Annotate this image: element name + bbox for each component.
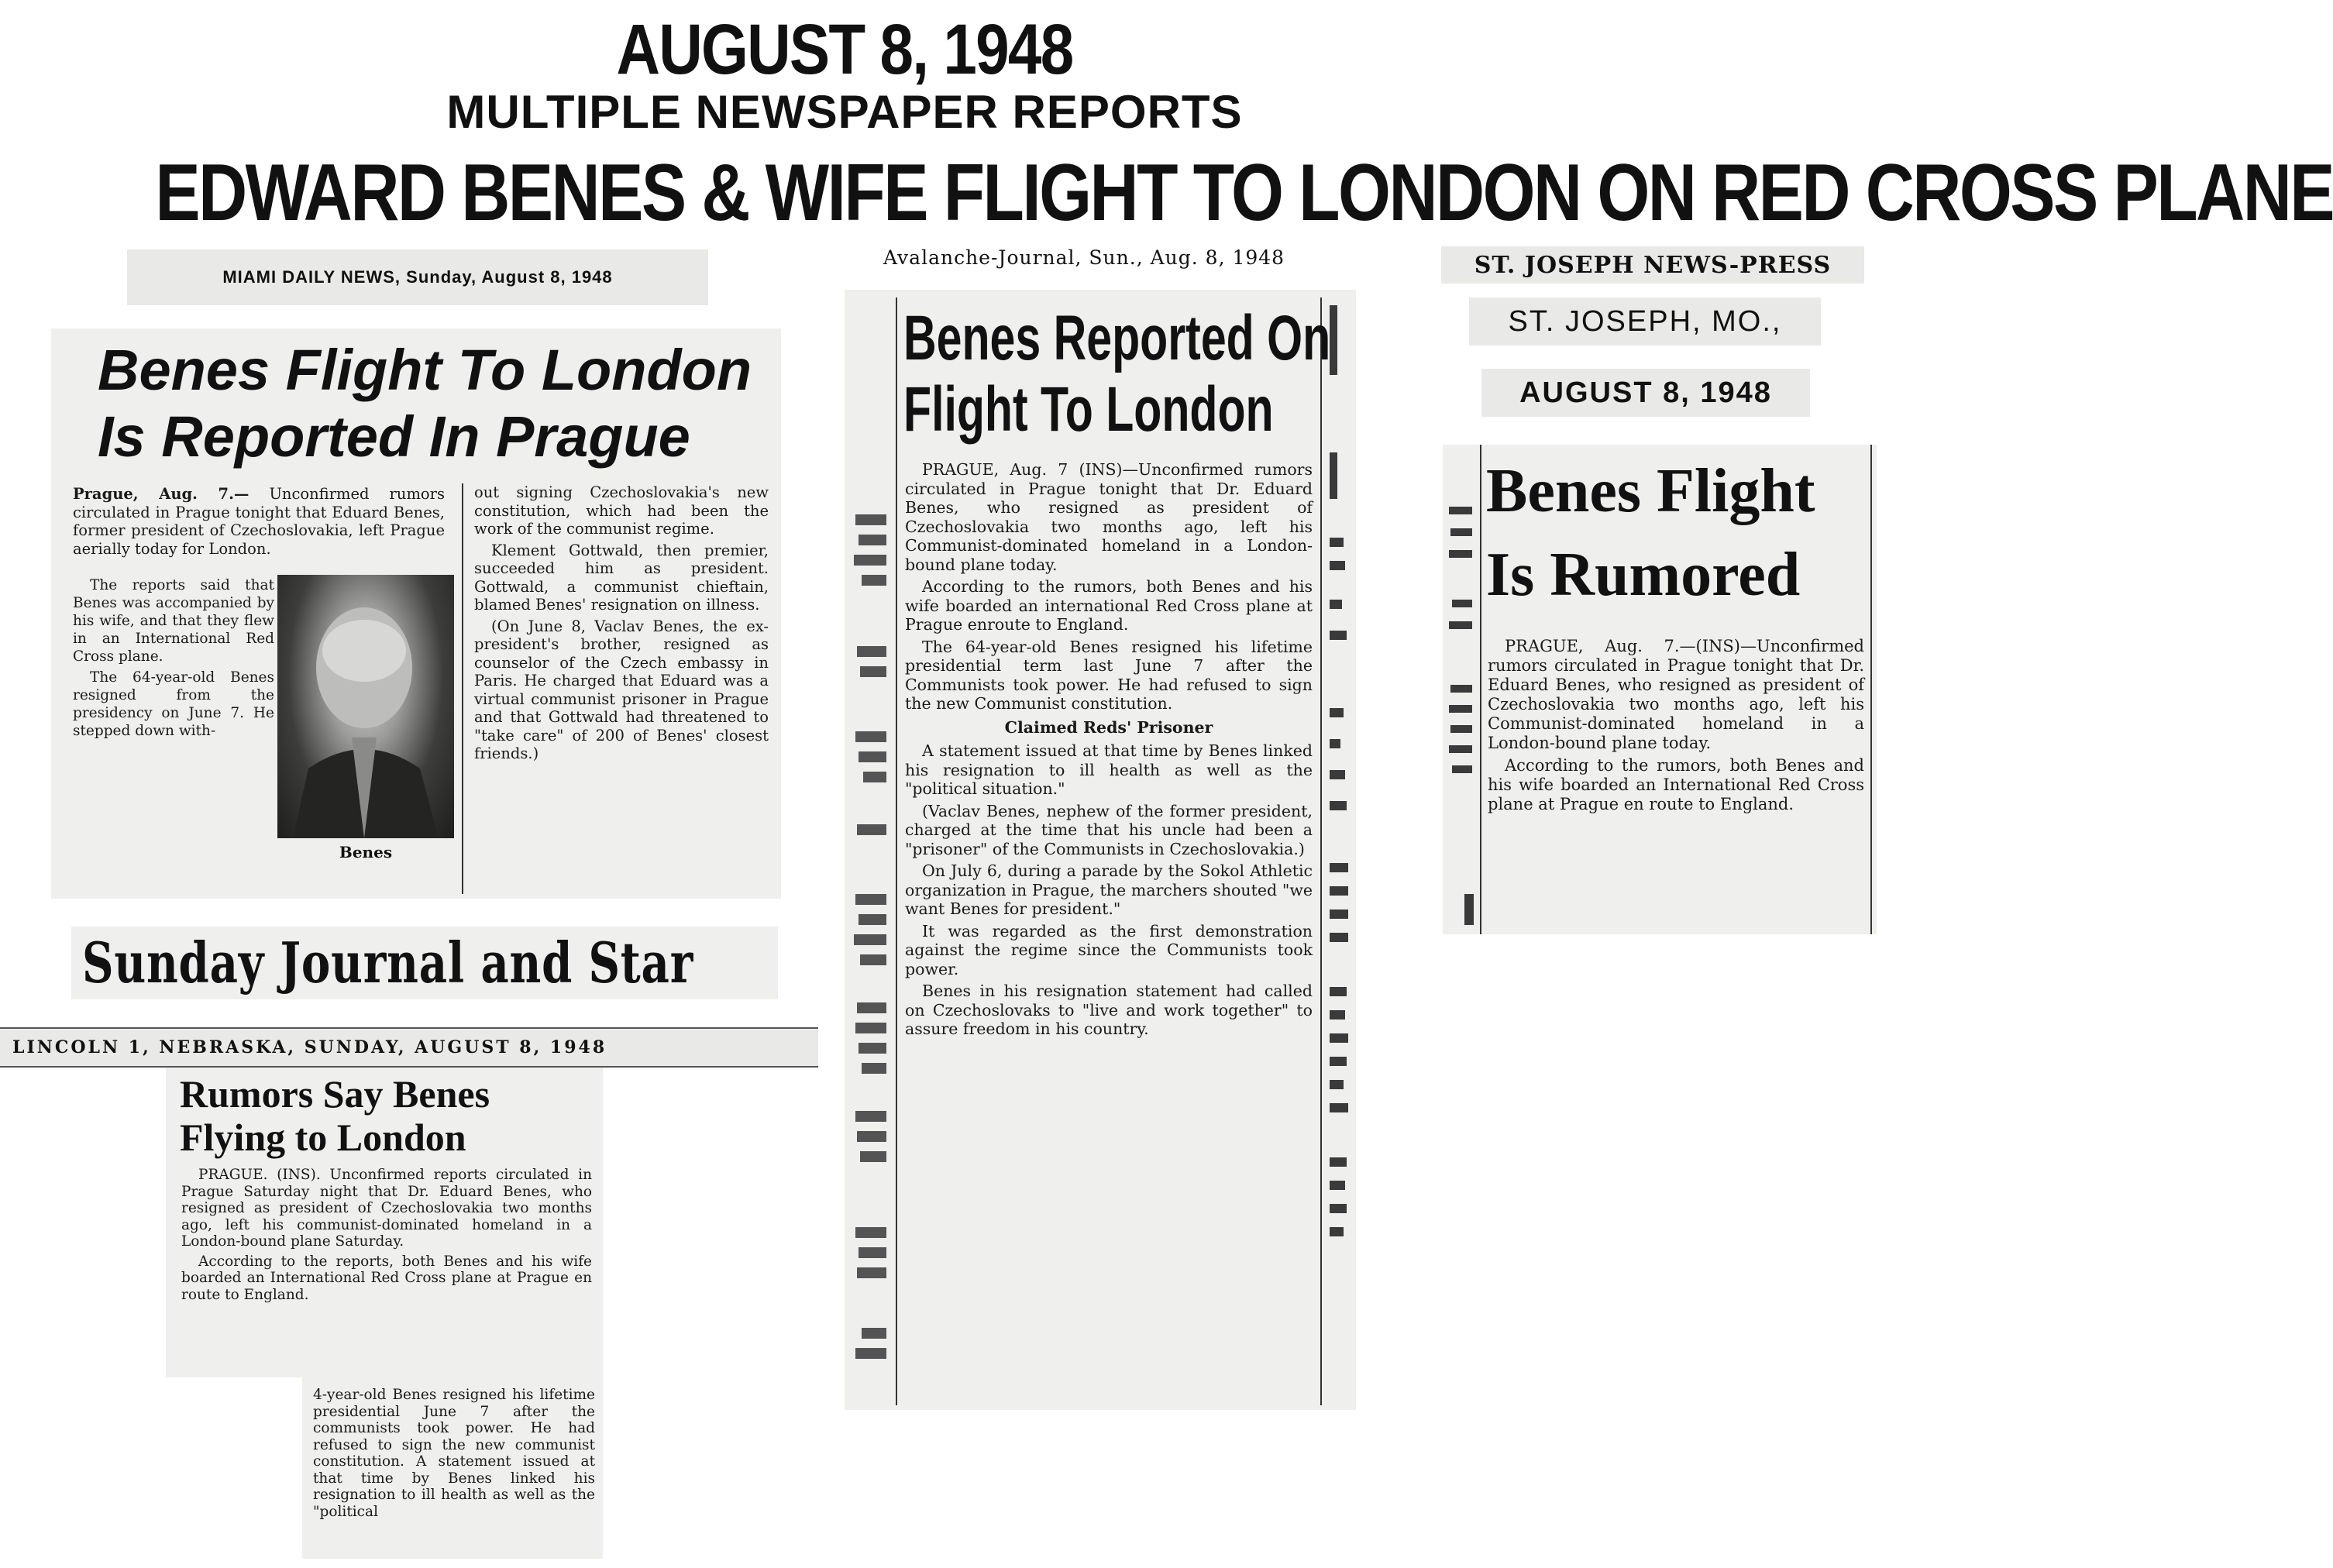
avalanche-paragraph-5: (Vaclav Benes, nephew of the former president, charged at the time that his uncle had been a "prisoner" of the Communists in Czechoslovakia.) bbox=[905, 801, 1313, 858]
lincoln-paragraph-3: 4-year-old Benes resigned his lifetime presidential June 7 after the communists took power. He had refused to sign the new communist constitution. A statement issued at that time by Benes linked his resignation to ill health as well as the "political bbox=[313, 1387, 595, 1520]
lincoln-nameplate: Sunday Journal and Star bbox=[82, 930, 694, 995]
stjoseph-left-fragment bbox=[1443, 445, 1477, 934]
avalanche-left-rule bbox=[896, 297, 897, 1405]
poster-main-title: EDWARD BENES & WIFE FLIGHT TO LONDON ON RED CROSS PLANE bbox=[155, 148, 2333, 238]
avalanche-masthead: Avalanche-Journal, Sun., Aug. 8, 1948 bbox=[883, 246, 1285, 269]
stjoseph-masthead-strip bbox=[1441, 246, 1864, 284]
miami-column-2 bbox=[474, 483, 769, 766]
stjoseph-masthead: ST. JOSEPH NEWS-PRESS bbox=[1474, 251, 1832, 279]
cutoff-text-texture bbox=[848, 507, 891, 1398]
poster-subtitle: MULTIPLE NEWSPAPER REPORTS bbox=[446, 86, 1243, 138]
miami-paragraph-3: The 64-year-old Benes resigned from the presidency on June 7. He stepped down with- bbox=[73, 669, 274, 739]
portrait-silhouette-icon bbox=[277, 575, 454, 838]
lincoln-dateline-bar bbox=[0, 1027, 818, 1068]
poster-date-title: AUGUST 8, 1948 bbox=[616, 10, 1073, 89]
stjoseph-headline-line1: Benes Flight bbox=[1486, 457, 1815, 525]
miami-column-rule bbox=[462, 483, 463, 894]
avalanche-subhead: Claimed Reds' Prisoner bbox=[1004, 717, 1213, 737]
lincoln-headline-line1: Rumors Say Benes bbox=[180, 1072, 490, 1116]
avalanche-headline-line2: Flight To London bbox=[903, 374, 1274, 445]
miami-headline-line1: Benes Flight To London bbox=[98, 338, 752, 402]
avalanche-paragraph-1: PRAGUE, Aug. 7 (INS)—Unconfirmed rumors circulated in Prague tonight that Dr. Eduard Benes, who resigned as president of Czechoslovakia two months ago, left his Communist-dominated homeland in a London-bound plane today. bbox=[905, 460, 1313, 574]
miami-dateline: Prague, Aug. 7.— bbox=[73, 485, 249, 503]
avalanche-right-fragment bbox=[1325, 305, 1353, 1398]
miami-paragraph-2: The reports said that Benes was accompanied by his wife, and that they flew in an International Red Cross plane. bbox=[73, 577, 274, 665]
benes-portrait-photo bbox=[277, 575, 454, 838]
stjoseph-clipping bbox=[1443, 445, 1877, 934]
avalanche-left-fragment bbox=[848, 507, 891, 1398]
avalanche-right-rule bbox=[1320, 297, 1322, 1405]
miami-headline-line2: Is Reported In Prague bbox=[98, 404, 690, 469]
avalanche-paragraph-6: On July 6, during a parade by the Sokol Athletic organization in Prague, the marchers shouted "we want Benes for president." bbox=[905, 861, 1313, 918]
avalanche-headline-line1: Benes Reported On bbox=[903, 303, 1331, 373]
avalanche-paragraph-3: The 64-year-old Benes resigned his lifetime presidential term last June 7 after the Communists took power. He had refused to sign the new Communist constitution. bbox=[905, 637, 1313, 713]
lincoln-nameplate-strip bbox=[71, 927, 778, 999]
avalanche-paragraph-4: A statement issued at that time by Benes linked his resignation to ill health as well as the "political situation." bbox=[905, 741, 1313, 798]
lincoln-paragraph-2: According to the reports, both Benes and his wife boarded an International Red Cross plane at Prague en route to England. bbox=[181, 1253, 592, 1303]
miami-column-1 bbox=[73, 485, 445, 561]
miami-paragraph-5: Klement Gottwald, then premier, succeeded him as president. Gottwald, a communist chieftain, blamed Benes' resignation on illness. bbox=[474, 541, 769, 614]
lincoln-body-bottom bbox=[313, 1387, 595, 1523]
stjoseph-left-rule bbox=[1480, 445, 1481, 934]
miami-photo-caption: Benes bbox=[339, 843, 393, 861]
miami-paragraph-6: (On June 8, Vaclav Benes, the ex-president's brother, resigned as counselor of the Czech embassy in Paris. He charged that Eduard was a virtual communist prisoner in Prague and that Gottwald had threatened to "take care" of 200 of Benes' closest friends.) bbox=[474, 617, 769, 762]
stjoseph-paragraph-2: According to the rumors, both Benes and his wife boarded an International Red Cross plane at Prague en route to England. bbox=[1488, 756, 1864, 813]
avalanche-body bbox=[905, 460, 1313, 1042]
lincoln-dateline: LINCOLN 1, NEBRASKA, SUNDAY, AUGUST 8, 1948 bbox=[12, 1037, 607, 1057]
cutoff-text-texture bbox=[1443, 445, 1477, 934]
lincoln-paragraph-1: PRAGUE. (INS). Unconfirmed reports circulated in Prague Saturday night that Dr. Eduard Benes, who resigned as president of Czechoslovakia two months ago, left his communist-dominated homeland in a London-bound plane Saturday. bbox=[181, 1167, 592, 1250]
miami-paragraph-1: Unconfirmed rumors circulated in Prague tonight that Eduard Benes, former president of Czechoslovakia, left Prague aerially today for London. bbox=[73, 485, 445, 558]
cutoff-text-texture bbox=[1325, 305, 1353, 1398]
stjoseph-paragraph-1: PRAGUE, Aug. 7.—(INS)—Unconfirmed rumors circulated in Prague tonight that Dr. Eduard Benes, who resigned as president of Czechoslovakia two months ago, left his Communist-dominated homeland in a London-bound plane today. bbox=[1488, 637, 1864, 752]
avalanche-paragraph-2: According to the rumors, both Benes and his wife boarded an international Red Cross plane at Prague enroute to England. bbox=[905, 577, 1313, 634]
lincoln-headline-line2: Flying to London bbox=[180, 1116, 466, 1159]
stjoseph-right-rule bbox=[1870, 445, 1872, 934]
miami-column-1b bbox=[73, 576, 274, 743]
stjoseph-city: ST. JOSEPH, MO., bbox=[1469, 297, 1821, 346]
stjoseph-body bbox=[1488, 637, 1864, 817]
lincoln-article bbox=[180, 1072, 598, 1159]
avalanche-paragraph-8: Benes in his resignation statement had called on Czechoslovaks to "live and work together" to assure freedom in his country. bbox=[905, 982, 1313, 1038]
miami-paragraph-4: out signing Czechoslovakia's new constitution, which had been the work of the communist regime. bbox=[474, 483, 769, 538]
miami-clipping bbox=[51, 328, 781, 899]
stjoseph-date: AUGUST 8, 1948 bbox=[1481, 369, 1810, 417]
lincoln-body-top bbox=[181, 1167, 592, 1306]
avalanche-clipping bbox=[845, 290, 1356, 1410]
avalanche-paragraph-7: It was regarded as the first demonstration against the regime since the Communists took power. bbox=[905, 921, 1313, 978]
stjoseph-headline-line2: Is Rumored bbox=[1486, 541, 1801, 609]
miami-masthead: MIAMI DAILY NEWS, Sunday, August 8, 1948 bbox=[127, 249, 708, 305]
